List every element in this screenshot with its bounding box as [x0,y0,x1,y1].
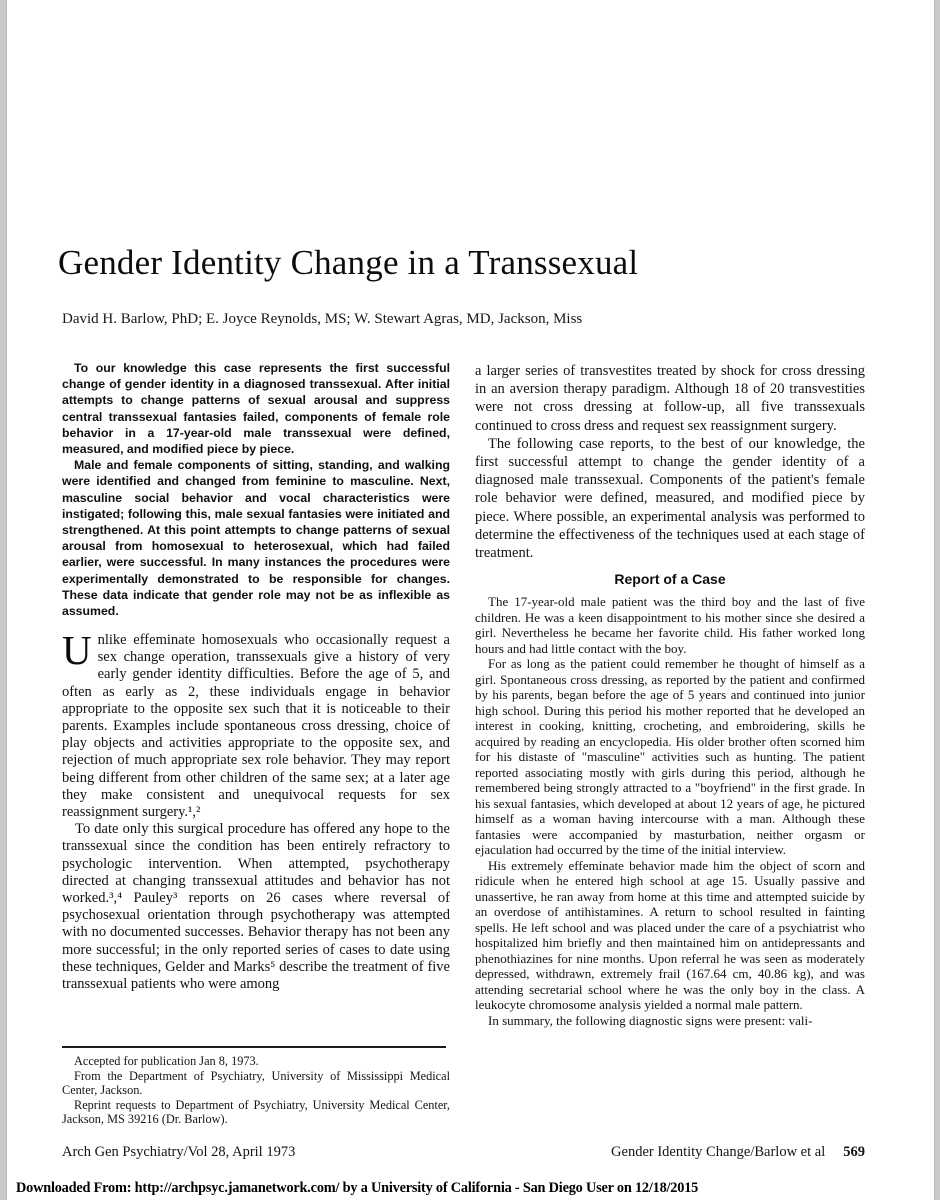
intro-paragraph-1 [62,627,450,821]
left-column [62,627,450,993]
intro-paragraph-3: a larger series of transvestites treated by shock for cross dressing in an aversion therapy paradigm. Although 18 of 20 transvestities were not cross dressing at follow-up, all five transsexuals continued to cross dress and request sex reassignment surgery. [475,363,865,434]
footer-page-number: 569 [843,1144,865,1160]
footnote-reprints: Reprint requests to Department of Psychiatry, University Medical Center, Jackson, MS 39216 (Dr. Barlow). [62,1097,450,1127]
footnotes-block [62,1054,450,1127]
abstract-paragraph-1: To our knowledge this case represents the first successful change of gender identity in a diagnosed transsexual. After initial attempts to change patterns of sexual arousal and suppress central transsexual fantasies failed, components of female role behavior in a 17-year-old male transsexual were defined, measured, and modified piece by piece. [62,361,450,457]
article-title: Gender Identity Change in a Transsexual [58,243,639,282]
footer-journal-citation: Arch Gen Psychiatry/Vol 28, April 1973 [62,1144,296,1160]
case-paragraph-1: The 17-year-old male patient was the third boy and the last of five children. He was a keen disappointment to his mother since she desired a girl. Nevertheless he became her favorite child. His father worked long hours and had little contact with the boy. [475,594,865,656]
dropcap-initial: U [62,627,92,673]
section-heading-report-of-a-case: Report of a Case [614,571,726,588]
intro-paragraph-1-text: nlike effeminate homosexuals who occasionally request a sex change operation, transsexuals give a history of very early gender identity difficulties. Before the age of 5, and often as early as 2, these individuals engage in behavior appropriate to the opposite sex such that it is noticeable to their parents. Examples include spontaneous cross dressing, choice of play objects and activities appropriate to the opposite sex, and rejection of much appropriate sex role behavior. They may report being different from other children of the same sex; at a later age they make consistent and unequivocal requests for sex reassignment surgery.¹,² [62,632,450,821]
article-byline: David H. Barlow, PhD; E. Joyce Reynolds, MS; W. Stewart Agras, MD, Jackson, Miss [62,311,583,327]
footnote-divider [62,1046,446,1048]
case-paragraph-3: His extremely effeminate behavior made him the object of scorn and ridicule when he entered high school at age 15. Usually passive and unassertive, he ran away from home at this time and attempted suicide by an overdose of antihistamines. A return to school resulted in fainting spells. He left school and was placed under the care of a psychiatrist who hospitalized him briefly and then maintained him on antidepressants and phenothiazines for nine months. Upon referral he was seen as moderately depressed, withdrawn, extremely frail (167.64 cm, 40.86 kg), and was attending secretarial school where he was the only boy in the class. A leukocyte chromosome analysis yielded a normal male pattern. [475,857,865,1013]
abstract-block [62,360,450,619]
scan-edge-right [934,0,940,1200]
abstract-paragraph-2: Male and female components of sitting, standing, and walking were identified and changed from feminine to masculine. Next, masculine social behavior and vocal characteristics were instigated; following this, male sexual fantasies were initiated and strengthened. At this point attempts to change patterns of sexual arousal from homosexual to heterosexual, which had failed earlier, were successful. In many instances the procedures were experimentally demonstrated to be responsible for changes. These data indicate that gender role may not be as inflexible as assumed. [62,458,450,619]
footer-running-head: Gender Identity Change/Barlow et al [611,1144,826,1160]
scan-edge-left [0,0,7,1200]
footnote-affiliation: From the Department of Psychiatry, University of Mississippi Medical Center, Jackson. [62,1068,450,1098]
footer-running-head-group [475,1144,865,1161]
case-paragraph-4: In summary, the following diagnostic signs were present: vali- [488,1012,813,1028]
footnote-accepted: Accepted for publication Jan 8, 1973. [74,1054,259,1068]
intro-paragraph-4: The following case reports, to the best of our knowledge, the first successful attempt to change the gender identity of a diagnosed male transsexual. Components of the patient's female role behavior were defined, measured, and modified piece by piece. Where possible, an experimental analysis was performed to determine the effectiveness of the techniques used at each stage of treatment. [475,435,865,562]
case-paragraph-2: For as long as the patient could remember he thought of himself as a girl. Spontaneous cross dressing, as reported by the patient and confirmed by his parents, began before the age of 5 years and continued into junior high school. During this period his mother reported that he developed an interest in cooking, knitting, crocheting, and embroidering, skills he acquired by reading an encyclopedia. His older brother often scorned him for his distaste of "masculine" activities such as hunting. The patient reported associating mostly with girls during this period, although he remembered being strongly attracted to a "boyfriend" in the first grade. In his sexual fantasies, which developed at about 12 years of age, he pictured himself as a woman having intercourse with a man. Although these fantasies were accompanied by masturbation, neither orgasm or ejaculation had occurred by the time of the initial interview. [475,656,865,858]
download-notice: Downloaded From: http://archpsyc.jamanetwork.com/ by a University of California - San Diego User on 12/18/2015 [16,1180,699,1196]
intro-paragraph-2: To date only this surgical procedure has offered any hope to the transsexual since the condition has been entirely refractory to psychologic intervention. When attempted, psychotherapy directed at changing transsexual attitudes and behavior has not worked.³,⁴ Pauley³ reports on 26 cases where reversal of psychosexual orientation through psychotherapy was attempted with no documented successes. Behavior therapy has not been any more successful; in the only reported series of cases to date using these techniques, Gelder and Marks⁵ describe the treatment of five transsexual patients who were among [62,821,450,993]
right-column [475,362,865,1028]
